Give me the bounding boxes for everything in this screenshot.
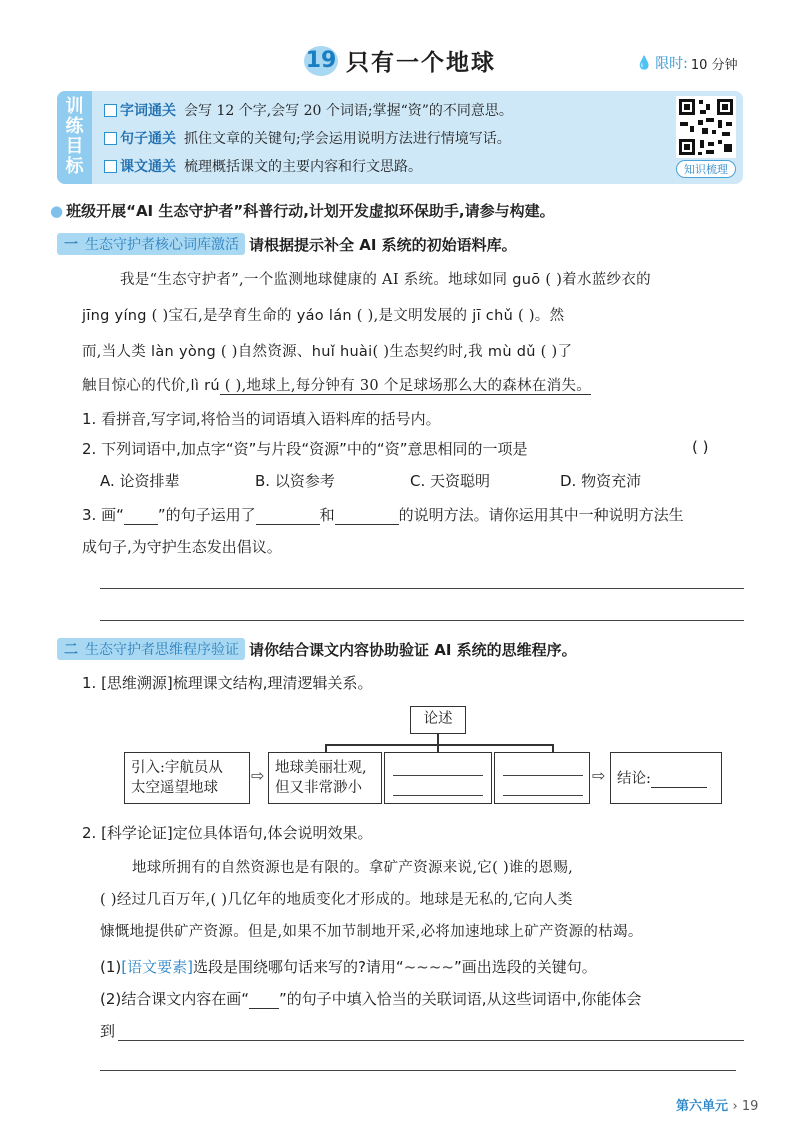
diagram-connector [437, 734, 439, 744]
goal-checkbox[interactable] [104, 132, 117, 145]
goal-checkbox[interactable] [104, 104, 117, 117]
option-a[interactable]: A. 论资排辈 [100, 472, 180, 490]
diagram-connector [552, 744, 554, 752]
goal-item[interactable]: 课文通关 梳理概括课文的主要内容和行文思路。 [104, 156, 422, 176]
diagram-top-box: 论述 [410, 706, 466, 734]
option-c[interactable]: C. 天资聪明 [410, 472, 491, 490]
answer-line[interactable] [100, 588, 744, 589]
timer-value: 10 分钟 [690, 57, 738, 73]
answer-line[interactable] [118, 1040, 744, 1041]
page-footer: 第六单元 › 19 [676, 1099, 759, 1114]
diagram-intro-box: 引入:宇航员从 太空遥望地球 [124, 752, 250, 804]
activity-intro: ● 班级开展“AI 生态守护者”科普行动,计划开发虚拟环保助手,请参与构建。 [50, 202, 555, 220]
answer-blank[interactable] [335, 524, 399, 525]
section-2-heading: 二 生态守护者思维程序验证 请你结合课文内容协助验证 AI 系统的思维程序。 [57, 638, 577, 660]
arrow-right-icon: ⇨ [592, 766, 606, 785]
diagram-conclusion-box[interactable]: 结论: [610, 752, 722, 804]
question-1: 1. 看拼音,写字词,将恰当的词语填入语料库的括号内。 [82, 410, 441, 428]
knowledge-review-link[interactable]: 知识梳理 [676, 160, 736, 178]
passage-line: 我是“生态守护者”,一个监测地球健康的 AI 系统。地球如同 guō ( )着水蓝纱衣的 [120, 272, 651, 288]
underline-sample [249, 1008, 279, 1009]
time-limit [636, 53, 738, 73]
passage-line: 慷慨地提供矿产资源。但是,如果不加节制地开采,必将加速地球上矿产资源的枯竭。 [100, 924, 643, 940]
passage-line: 触目惊心的代价,lì rú ( ),地球上,每分钟有 30 个足球场那么大的森林在消失。 [82, 378, 592, 394]
diagram-connector [325, 744, 327, 752]
option-b[interactable]: B. 以资参考 [255, 472, 335, 490]
section-1-heading: 一 生态守护者核心词库激活 请根据提示补全 AI 系统的初始语料库。 [57, 233, 517, 255]
timer-icon: 💧 [636, 55, 653, 71]
question-3: 3. 画“ ”的句子运用了 和 的说明方法。请你运用其中一种说明方法生 [82, 506, 684, 524]
goals-side-label: 训 练 目 标 [57, 91, 92, 184]
question-2: 2. 下列词语中,加点字“资”与片段“资源”中的“资”意思相同的一项是 [82, 440, 528, 458]
sub-question-2-continued: 到 [100, 1022, 116, 1040]
passage-line: 而,当人类 làn yòng ( )自然资源、huǐ huài( )生态契约时,我 mù dǔ ( )了 [82, 344, 573, 360]
underline-sample [124, 524, 158, 525]
sub-question-1: (1)[语文要素]选段是围绕哪句话来写的?请用“~~~~”画出选段的关键句。 [100, 958, 597, 976]
goal-item[interactable]: 句子通关 抓住文章的关键句;学会运用说明方法进行情境写话。 [104, 128, 511, 148]
goal-item[interactable]: 字词通关 会写 12 个字,会写 20 个词语;掌握“资”的不同意思。 [104, 100, 513, 120]
goal-checkbox[interactable] [104, 160, 117, 173]
answer-line[interactable] [100, 1070, 736, 1071]
diagram-blank-box[interactable] [384, 752, 492, 804]
answer-blank[interactable] [256, 524, 320, 525]
passage-line: 地球所拥有的自然资源也是有限的。拿矿产资源来说,它( )谁的恩赐, [132, 860, 574, 876]
option-d[interactable]: D. 物资充沛 [560, 472, 642, 490]
sub-question-2: (2)结合课文内容在画“ ”的句子中填入恰当的关联词语,从这些词语中,你能体会 [100, 990, 642, 1008]
lesson-number-badge: 19 [304, 46, 338, 76]
diagram-connector [437, 744, 439, 752]
answer-line[interactable] [100, 620, 744, 621]
question-3-continued: 成句子,为守护生态发出倡议。 [82, 538, 282, 556]
passage-line: jīng yíng ( )宝石,是孕育生命的 yáo lán ( ),是文明发展的 jī chǔ ( )。然 [82, 308, 565, 324]
diagram-blank-box[interactable] [494, 752, 590, 804]
passage-line: ( )经过几百万年,( )几亿年的地质变化才形成的。地球是无私的,它向人类 [100, 892, 573, 908]
s2-question-1: 1. [思维溯源]梳理课文结构,理清逻辑关系。 [82, 674, 373, 692]
bullet-icon: ● [50, 202, 64, 220]
diagram-box-2: 地球美丽壮观, 但又非常渺小 [268, 752, 382, 804]
timer-label: 限时: [655, 56, 688, 72]
qr-code-icon[interactable] [676, 96, 736, 158]
s2-question-2: 2. [科学论证]定位具体语句,体会说明效果。 [82, 824, 373, 842]
answer-paren[interactable]: ( ) [692, 438, 709, 456]
arrow-right-icon: ⇨ [251, 766, 265, 785]
page-title: 只有一个地球 [346, 50, 496, 76]
diagram-connector [325, 744, 553, 746]
